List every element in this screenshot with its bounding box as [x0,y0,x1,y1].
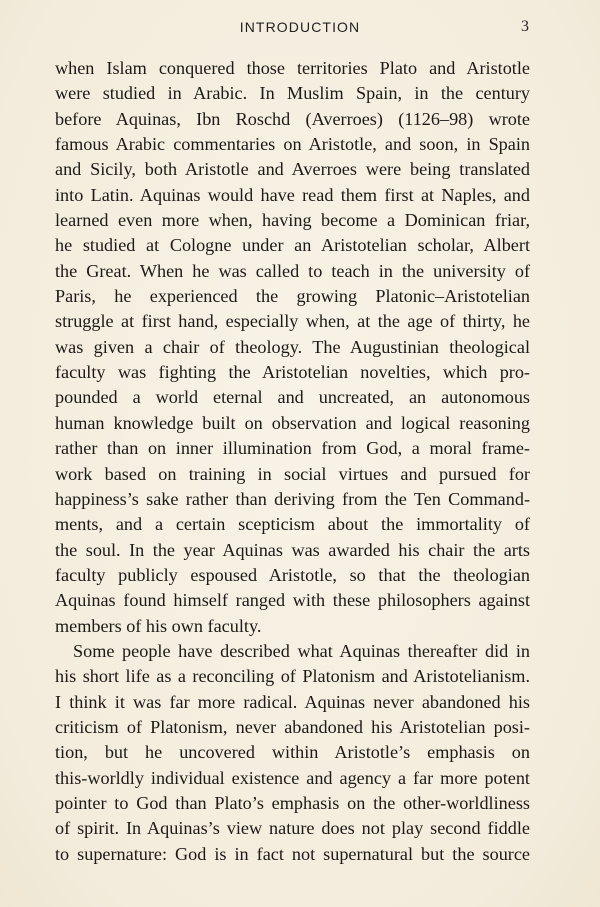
text-line: work based on training in social virtues and pursued for [55,463,530,484]
text-line: faculty publicly espoused Aristotle, so that the theologian [55,564,530,585]
text-line: pointer to God than Plato’s emphasis on the other-worldliness [55,792,530,813]
text-line: when Islam conquered those territories Plato and Aristotle [55,58,530,78]
text-line: tion, but he uncovered within Aristotle’s emphasis on [55,742,530,763]
text-line: struggle at first hand, especially when, at the age of thirty, he [55,311,530,332]
text-line: was given a chair of theology. The Augustinian theological [55,336,530,357]
text-line: Some people have described what Aquinas thereafter did in [73,640,530,661]
paragraph-1 [55,56,530,639]
text-line: of spirit. In Aquinas’s view nature does not play second fiddle [55,818,530,839]
text-line: I think it was far more radical. Aquinas never abandoned his [55,691,530,712]
text-line: Paris, he experienced the growing Platonic–Aristotelian [55,286,530,307]
text-line: Aquinas found himself ranged with these philosophers against [55,590,530,611]
text-line: rather than on inner illumination from God, a moral frame- [55,438,530,459]
text-line: pounded a world eternal and uncreated, an autonomous [55,387,530,408]
text-line: before Aquinas, Ibn Roschd (Averroes) (1126–98) wrote [55,108,530,129]
text-line: famous Arabic commentaries on Aristotle, and soon, in Spain [55,134,530,155]
text-line: learned even more when, having become a Dominican friar, [55,210,530,231]
text-line: human knowledge built on observation and logical reasoning [55,412,530,433]
text-line: to supernature: God is in fact not supernatural but the source [55,843,530,864]
running-title: INTRODUCTION [239,19,361,35]
text-line: faculty was fighting the Aristotelian novelties, which pro- [55,362,530,383]
text-line: his short life as a reconciling of Platonism and Aristotelianism. [55,666,530,687]
text-line: into Latin. Aquinas would have read them first at Naples, and [55,184,530,205]
text-line: ments, and a certain scepticism about the immortality of [55,514,530,535]
text-line: the Great. When he was called to teach in the university of [55,260,530,281]
text-line: members of his own faculty. [55,615,262,636]
page-number: 3 [521,18,529,35]
body-text [55,56,530,867]
text-line: this-worldly individual existence and agency a far more potent [55,767,530,788]
text-line: and Sicily, both Aristotle and Averroes were being translated [55,159,530,180]
text-line: were studied in Arabic. In Muslim Spain, in the century [55,83,530,104]
running-head [0,19,600,41]
text-line: happiness’s sake rather than deriving from the Ten Command- [55,488,530,509]
text-line: the soul. In the year Aquinas was awarded his chair the arts [55,539,530,560]
text-line: criticism of Platonism, never abandoned his Aristotelian posi- [55,716,530,737]
paragraph-2 [55,639,530,867]
text-line: he studied at Cologne under an Aristotelian scholar, Albert [55,235,530,256]
